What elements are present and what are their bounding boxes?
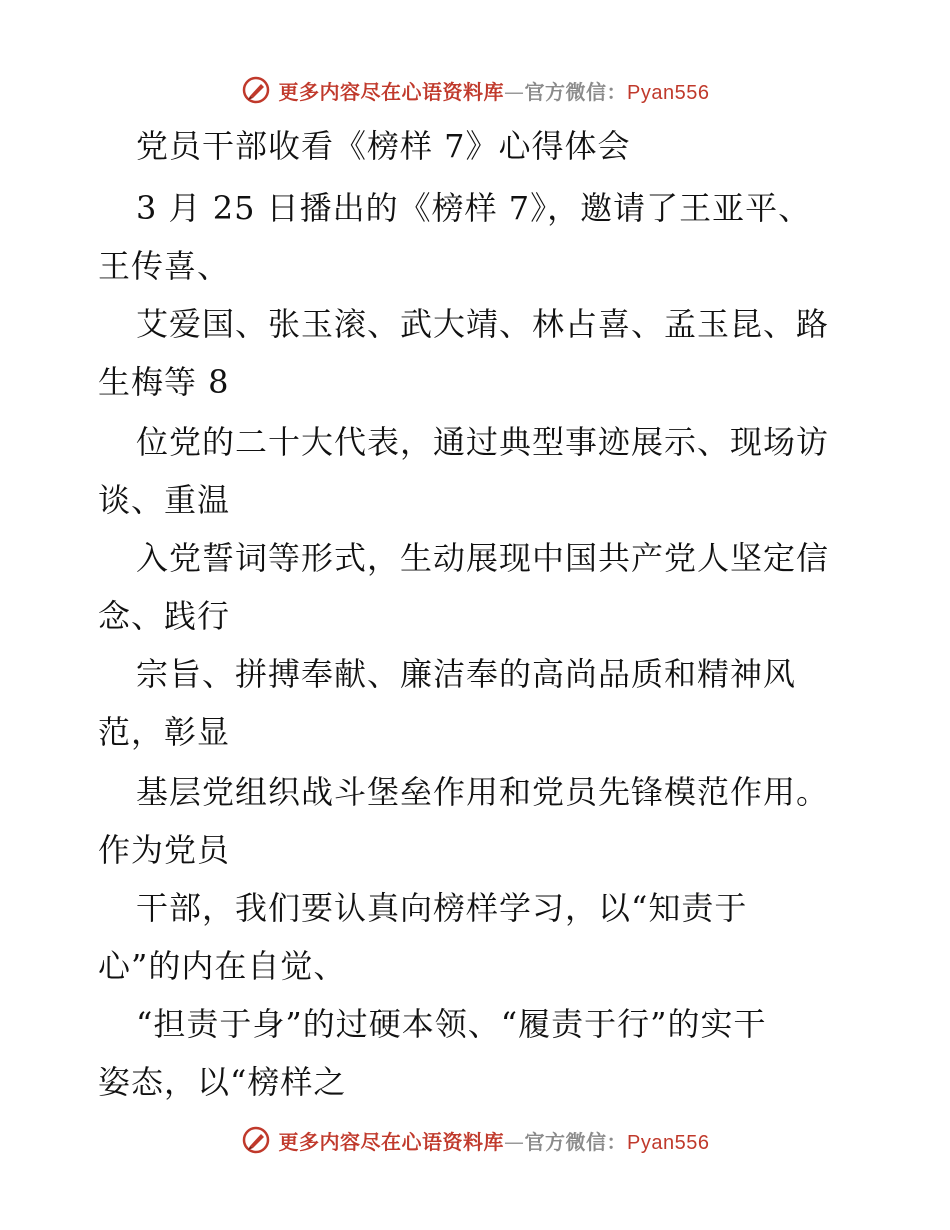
paragraph-line: 念、践行	[98, 597, 231, 635]
watermark-wechat-label: 官方微信：	[524, 1129, 628, 1154]
paragraph-line: 范，彰显	[98, 713, 231, 751]
paragraph-line: 宗旨、拼搏奉献、廉洁奉的高尚品质和精神风	[136, 655, 797, 693]
watermark-lead: 更多内容尽在心语资料库	[278, 1129, 505, 1154]
paragraph-line: 基层党组织战斗堡垒作用和党员先锋模范作用。	[136, 773, 830, 811]
watermark-wechat-handle: Pyan556	[627, 81, 710, 104]
footer-watermark-banner	[0, 1120, 950, 1160]
paragraph-line: 干部，我们要认真向榜样学习，以“知责于	[136, 889, 748, 927]
watermark-wechat-handle: Pyan556	[627, 1131, 710, 1154]
pen-nib-logo-icon	[241, 1125, 271, 1155]
paragraph-line: 位党的二十大代表，通过典型事迹展示、现场访	[136, 423, 830, 461]
paragraph-line: 3 月 25 日播出的《榜样 7》，邀请了王亚平、	[136, 189, 812, 227]
paragraph-line: 艾爱国、张玉滚、武大靖、林占喜、孟玉昆、路	[136, 305, 830, 343]
watermark-lead: 更多内容尽在心语资料库	[278, 79, 505, 104]
paragraph-line: 入党誓词等形式，生动展现中国共产党人坚定信	[136, 539, 830, 577]
paragraph-line: 心”的内在自觉、	[98, 947, 347, 985]
watermark-text	[279, 1126, 710, 1155]
paragraph-line: 姿态，以“榜样之	[98, 1063, 347, 1101]
paragraph-line: 王传喜、	[98, 247, 231, 285]
paragraph-line: 谈、重温	[98, 481, 231, 519]
paragraph-line: 作为党员	[98, 831, 231, 869]
watermark-dash: —	[504, 1129, 525, 1154]
watermark-dash: —	[504, 79, 525, 104]
paragraph-line: 生梅等 8	[98, 363, 230, 401]
watermark-wechat-label: 官方微信：	[524, 79, 628, 104]
paragraph-line: “担责于身”的过硬本领、“履责于行”的实干	[136, 1005, 767, 1043]
document-title: 党员干部收看《榜样 7》心得体会	[136, 127, 631, 165]
